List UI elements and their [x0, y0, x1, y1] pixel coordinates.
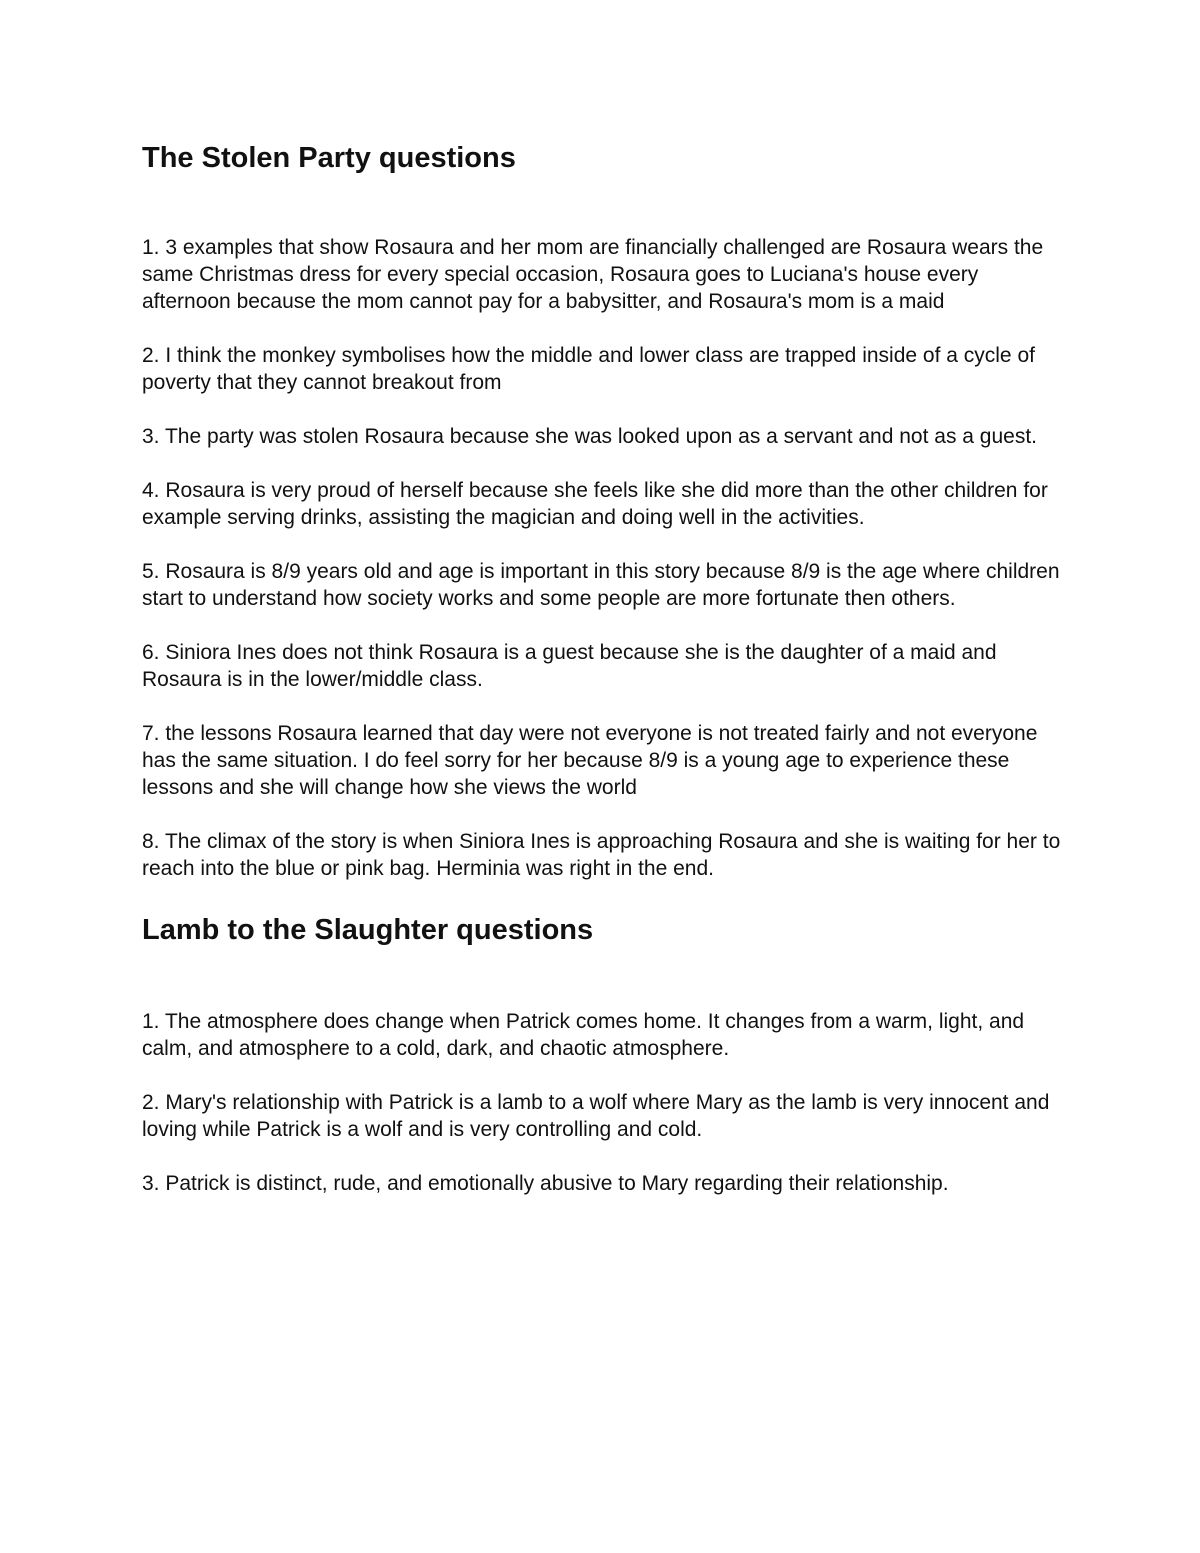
document-body: [142, 140, 1067, 1197]
answer-paragraph: 6. Siniora Ines does not think Rosaura is a guest because she is the daughter of a maid and Rosaura is in the lower/middle class.: [142, 641, 997, 691]
answer-paragraph: 2. Mary's relationship with Patrick is a lamb to a wolf where Mary as the lamb is very innocent and loving while Patrick is a wolf and is very controlling and cold.: [142, 1091, 1050, 1141]
answer-paragraph: 2. I think the monkey symbolises how the middle and lower class are trapped inside of a cycle of poverty that they cannot breakout from: [142, 344, 1035, 394]
section-heading: Lamb to the Slaughter questions: [142, 914, 594, 946]
answer-paragraph: 1. The atmosphere does change when Patrick comes home. It changes from a warm, light, and calm, and atmosphere to a cold, dark, and chaotic atmosphere.: [142, 1010, 1025, 1060]
lamb-to-the-slaughter-section: [142, 912, 1067, 1197]
answer-paragraph: 3. Patrick is distinct, rude, and emotionally abusive to Mary regarding their relationship.: [142, 1172, 949, 1195]
stolen-party-section: [142, 140, 1067, 882]
answer-paragraph: 1. 3 examples that show Rosaura and her mom are financially challenged are Rosaura wears the same Christmas dress for every special occasion, Rosaura goes to Luciana's house every afternoon because the mom cannot pay for a babysitter, and Rosaura's mom is a maid: [142, 236, 1044, 313]
section-heading: The Stolen Party questions: [142, 142, 516, 174]
answer-paragraph: 4. Rosaura is very proud of herself because she feels like she did more than the other children for example serving drinks, assisting the magician and doing well in the activities.: [142, 479, 1048, 529]
answer-paragraph: 8. The climax of the story is when Siniora Ines is approaching Rosaura and she is waiting for her to reach into the blue or pink bag. Herminia was right in the end.: [142, 830, 1061, 880]
answer-paragraph: 7. the lessons Rosaura learned that day were not everyone is not treated fairly and not everyone has the same situation. I do feel sorry for her because 8/9 is a young age to experience these lessons and she will change how she views the world: [142, 722, 1038, 799]
answer-paragraph: 3. The party was stolen Rosaura because she was looked upon as a servant and not as a guest.: [142, 425, 1038, 448]
answer-paragraph: 5. Rosaura is 8/9 years old and age is important in this story because 8/9 is the age where children start to understand how society works and some people are more fortunate then others.: [142, 560, 1060, 610]
